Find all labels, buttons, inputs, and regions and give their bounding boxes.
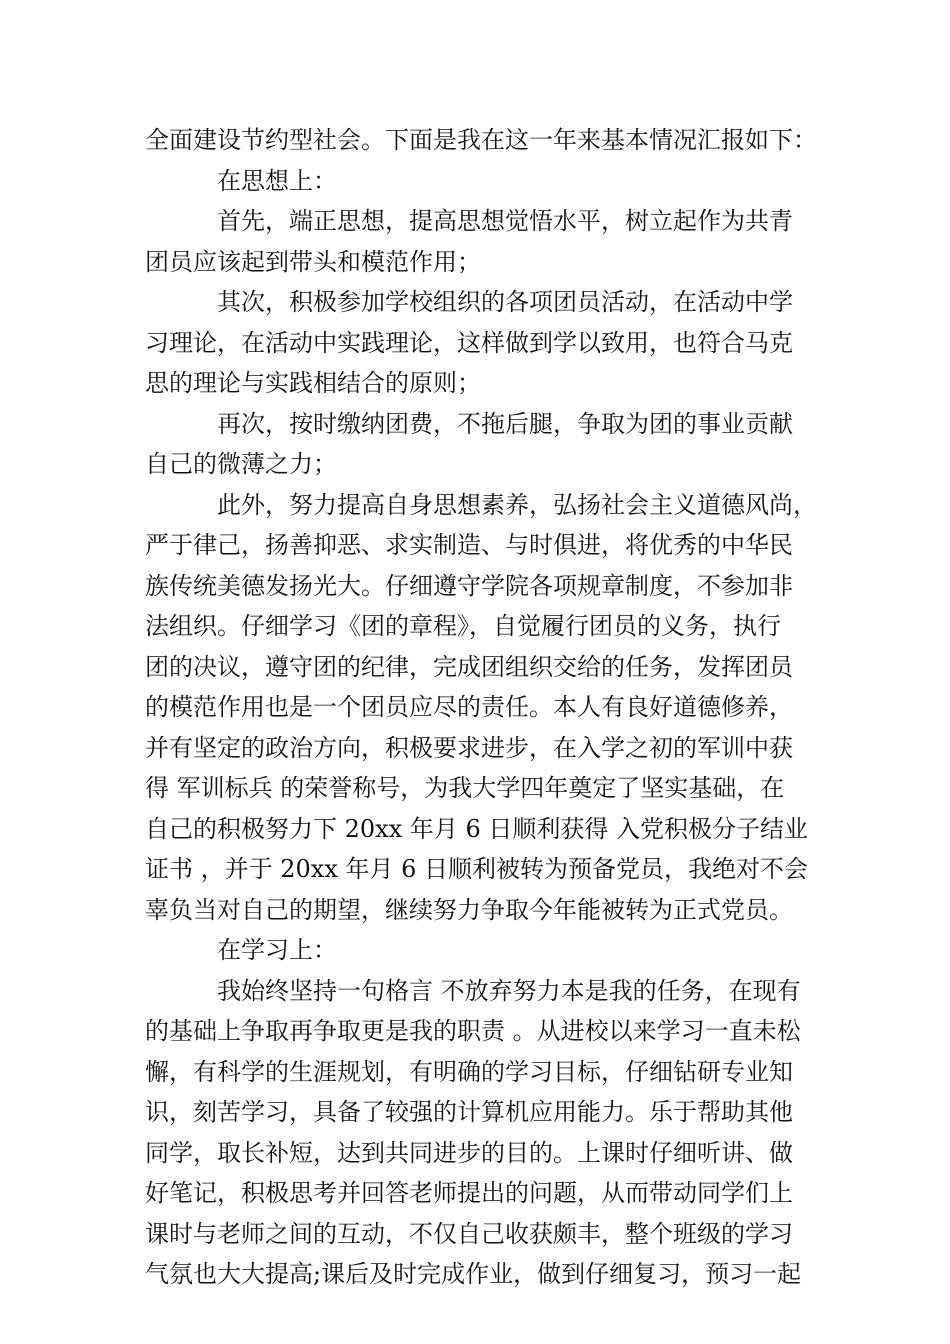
text-line: 法组织。仔细学习《团的章程》，自觉履行团员的义务，执行 xyxy=(145,612,781,640)
text-line: 懈，有科学的生涯规划，有明确的学习目标，仔细钻研专业知 xyxy=(145,1057,793,1086)
text-line: 识，刻苦学习，具备了较强的计算机应用能力。乐于帮助其他 xyxy=(145,1098,793,1126)
text-line: 族传统美德发扬光大。仔细遵守学院各项规章制度，不参加非 xyxy=(145,571,793,600)
text-line: 课时与老师之间的互动，不仅自己收获颇丰，整个班级的学习 xyxy=(145,1219,793,1248)
text-line: 我始终坚持一句格言 不放弃努力本是我的任务，在现有 xyxy=(217,976,801,1005)
text-line: 气氛也大大提高;课后及时完成作业，做到仔细复习，预习一起 xyxy=(145,1260,802,1288)
text-line: 辜负当对自己的期望，继续努力争取今年能被转为正式党员。 xyxy=(145,895,793,924)
text-line: 全面建设节约型社会。下面是我在这一年来基本情况汇报如下： xyxy=(145,126,817,154)
text-line: 在思想上： xyxy=(217,166,337,195)
text-line: 团的决议，遵守团的纪律，完成团组织交给的任务，发挥团员 xyxy=(145,652,793,681)
text-line: 同学，取长补短，达到共同进步的目的。上课时仔细听讲、做 xyxy=(145,1138,793,1167)
text-line: 团员应该起到带头和模范作用； xyxy=(145,247,481,276)
text-line: 的模范作用也是一个团员应尽的责任。本人有良好道德修养， xyxy=(145,693,793,721)
text-line: 在学习上： xyxy=(217,936,337,964)
text-line: 再次，按时缴纳团费，不拖后腿，争取为团的事业贡献 xyxy=(217,409,793,438)
text-line: 严于律己，扬善抑恶、求实制造、与时俱进，将优秀的中华民 xyxy=(145,531,793,559)
text-line: 其次，积极参加学校组织的各项团员活动，在活动中学 xyxy=(217,288,793,316)
text-line: 此外，努力提高自身思想素养，弘扬社会主义道德风尚， xyxy=(217,490,817,519)
text-line: 自己的微薄之力； xyxy=(145,450,337,478)
text-line: 习理论，在活动中实践理论，这样做到学以致用，也符合马克 xyxy=(145,328,793,357)
text-line: 首先，端正思想，提高思想觉悟水平，树立起作为共青 xyxy=(217,207,793,235)
text-line: 思的理论与实践相结合的原则； xyxy=(145,369,481,397)
text-line: 自己的积极努力下 20xx 年月 6 日顺利获得 入党积极分子结业 xyxy=(145,814,809,843)
text-line: 并有坚定的政治方向，积极要求进步，在入学之初的军训中获 xyxy=(145,733,793,762)
text-line: 得 军训标兵 的荣誉称号，为我大学四年奠定了坚实基础，在 xyxy=(145,774,785,802)
text-line: 证书 ，并于 20xx 年月 6 日顺利被转为预备党员，我绝对不会 xyxy=(145,855,809,883)
text-line: 的基础上争取再争取更是我的职责 。从进校以来学习一直未松 xyxy=(145,1017,801,1045)
text-line: 好笔记，积极思考并回答老师提出的问题，从而带动同学们上 xyxy=(145,1179,793,1207)
document-body xyxy=(145,120,817,1295)
